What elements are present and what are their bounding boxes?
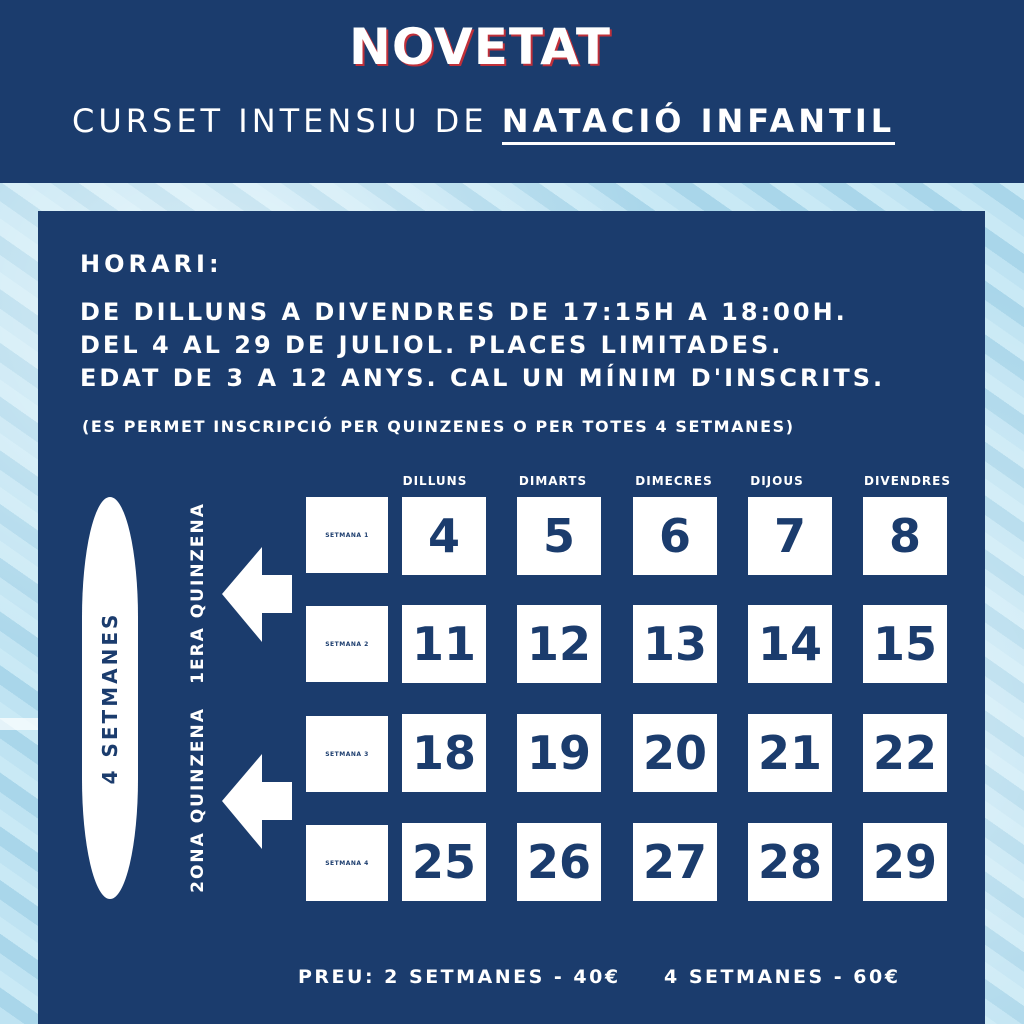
day-name-friday: DIVENDRES (864, 474, 951, 488)
fortnight-label-2: 2ONA QUINZENA (188, 707, 208, 893)
schedule-line-1: DE DILLUNS A DIVENDRES DE 17:15H A 18:00H. (80, 298, 848, 326)
week-label-2: SETMANA 2 (306, 606, 388, 682)
day-cell: 12 (517, 605, 601, 683)
registration-note: (ES PERMET INSCRIPCIÓ PER QUINZENES O PER TOTES 4 SETMANES) (82, 417, 795, 436)
week-label-4: SETMANA 4 (306, 825, 388, 901)
day-cell: 22 (863, 714, 947, 792)
price-four-weeks: 4 SETMANES - 60€ (664, 966, 901, 988)
day-cell: 25 (402, 823, 486, 901)
week-label-1: SETMANA 1 (306, 497, 388, 573)
pool-lane-stripe (0, 718, 38, 730)
fortnight-label-1: 1ERA QUINZENA (188, 502, 208, 684)
four-weeks-label: 4 SETMANES (98, 611, 122, 785)
day-cell: 4 (402, 497, 486, 575)
page-title: NOVETAT (348, 18, 611, 76)
page-subtitle (72, 102, 895, 140)
subtitle-prefix: CURSET INTENSIU DE (72, 102, 502, 140)
day-name-tuesday: DIMARTS (518, 474, 588, 488)
day-cell: 21 (748, 714, 832, 792)
schedule-heading: HORARI: (80, 250, 223, 278)
day-name-thursday: DIJOUS (750, 474, 804, 488)
day-cell: 29 (863, 823, 947, 901)
day-cell: 14 (748, 605, 832, 683)
day-cell: 26 (517, 823, 601, 901)
day-cell: 20 (633, 714, 717, 792)
schedule-line-3: EDAT DE 3 A 12 ANYS. CAL UN MÍNIM D'INSCRITS. (80, 364, 886, 392)
day-cell: 5 (517, 497, 601, 575)
day-cell: 19 (517, 714, 601, 792)
day-name-monday: DILLUNS (402, 474, 468, 488)
day-cell: 15 (863, 605, 947, 683)
price-two-weeks: PREU: 2 SETMANES - 40€ (298, 966, 621, 988)
subtitle-highlight: NATACIÓ INFANTIL (502, 102, 895, 145)
schedule-line-2: DEL 4 AL 29 DE JULIOL. PLACES LIMITADES. (80, 331, 784, 359)
day-cell: 18 (402, 714, 486, 792)
day-cell: 8 (863, 497, 947, 575)
day-cell: 27 (633, 823, 717, 901)
day-cell: 28 (748, 823, 832, 901)
day-cell: 11 (402, 605, 486, 683)
arrow-left-icon (222, 547, 294, 642)
day-name-wednesday: DIMECRES (635, 474, 713, 488)
arrow-left-icon (222, 754, 294, 849)
week-label-3: SETMANA 3 (306, 716, 388, 792)
day-cell: 6 (633, 497, 717, 575)
day-cell: 7 (748, 497, 832, 575)
day-cell: 13 (633, 605, 717, 683)
header-banner (0, 0, 1024, 183)
